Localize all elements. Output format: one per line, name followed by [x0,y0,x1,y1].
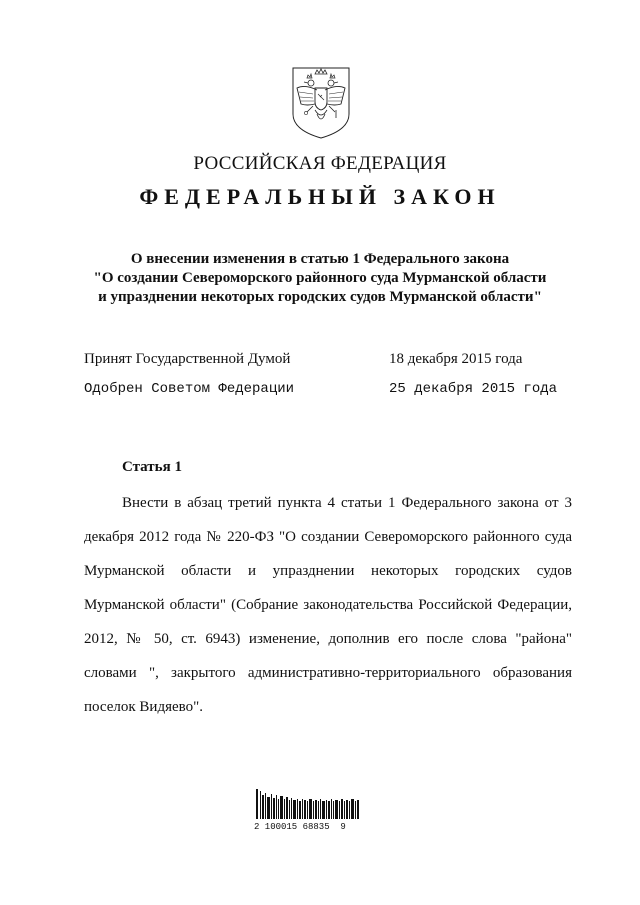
duma-adoption-label: Принят Государственной Думой [84,351,291,367]
country-name: РОССИЙСКАЯ ФЕДЕРАЦИЯ [193,153,447,174]
document-type: ФЕДЕРАЛЬНЫЙ ЗАКОН [139,184,501,209]
article-title: Статья 1 [122,459,182,475]
barcode-number: 2 100015 68835 9 [254,822,346,832]
law-title-line-3: и упразднении некоторых городских судов Мурманской области" [98,289,542,305]
coat-of-arms-emblem-icon [289,64,353,140]
law-title-line-2: "О создании Североморского районного суда Мурманской области [93,270,547,286]
council-approval-date: 25 декабря 2015 года [389,381,558,397]
council-approval-label: Одобрен Советом Федерации [84,381,295,397]
article-text: Внести в абзац третий пункта 4 статьи 1 Федерального закона от 3 декабря 2012 года № 220-ФЗ "О создании Североморского районного суда Мурманской области и упразднении некоторых городских судов Мурманской области" (Собрание законодательства Российской Федерации, 2012, № 50, ст. 6943) изменение, дополнив его после слова "района" словами ", закрытого административно-территориального образования поселок Видяево". [84,495,572,715]
duma-adoption-date: 18 декабря 2015 года [389,351,523,367]
law-title-line-1: О внесении изменения в статью 1 Федерального закона [130,251,510,267]
barcode-icon [254,789,362,845]
law-title [60,250,580,307]
